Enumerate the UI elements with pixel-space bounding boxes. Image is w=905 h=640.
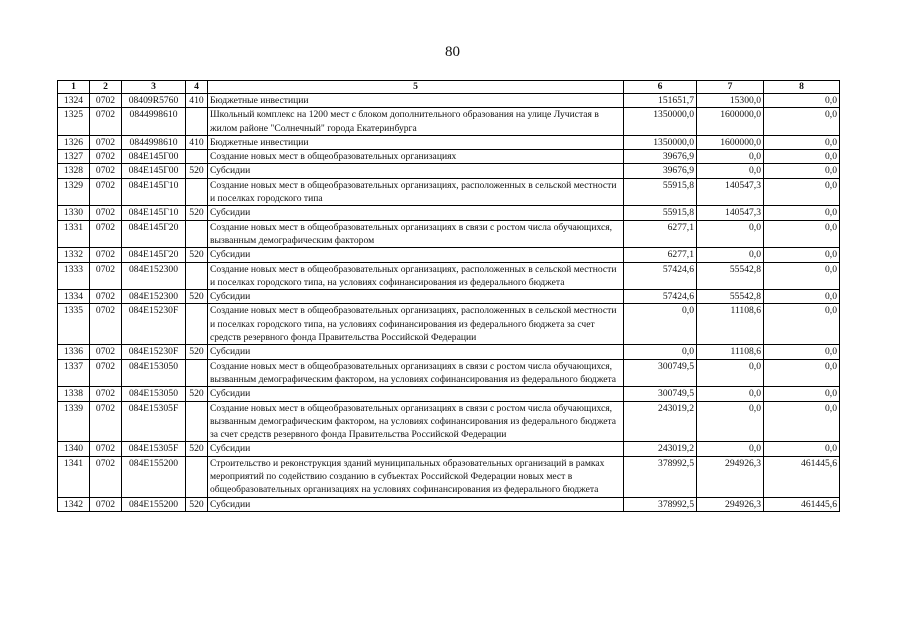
item-name-cell: Создание новых мест в общеобразовательных организациях в связи с ростом числа обучающихся, вызванным демографическим фактором, на условиях софинансирования из федерального бюджета [208, 359, 624, 387]
table-row [58, 359, 840, 387]
amount-col8-cell: 0,0 [764, 220, 840, 248]
amount-col6-cell: 55915,8 [624, 178, 697, 206]
target-code-cell: 084E15305F [122, 442, 186, 456]
amount-col6-cell: 6277,1 [624, 248, 697, 262]
target-code-cell: 084E152300 [122, 290, 186, 304]
row-number-cell: 1342 [58, 497, 90, 511]
expense-type-cell [186, 220, 208, 248]
expense-type-cell: 520 [186, 497, 208, 511]
row-number-cell: 1335 [58, 304, 90, 345]
row-number-cell: 1336 [58, 345, 90, 359]
table-row [58, 401, 840, 442]
column-header: 8 [764, 81, 840, 94]
item-name-cell: Создание новых мест в общеобразовательных организациях, расположенных в сельской местности и поселках городского типа, на условиях софинансирования из федерального бюджета за счет средств резервного фонда Правительства Российской Федерации [208, 304, 624, 345]
column-header: 5 [208, 81, 624, 94]
amount-col7-cell: 1600000,0 [697, 108, 764, 136]
header-row [58, 81, 840, 94]
row-number-cell: 1333 [58, 262, 90, 290]
amount-col7-cell: 0,0 [697, 387, 764, 401]
amount-col7-cell: 0,0 [697, 401, 764, 442]
table-row [58, 164, 840, 178]
table-row [58, 262, 840, 290]
section-code-cell: 0702 [90, 108, 122, 136]
item-name-cell: Субсидии [208, 290, 624, 304]
expense-type-cell [186, 178, 208, 206]
column-header: 2 [90, 81, 122, 94]
row-number-cell: 1325 [58, 108, 90, 136]
section-code-cell: 0702 [90, 304, 122, 345]
table-row [58, 108, 840, 136]
target-code-cell: 084E153050 [122, 387, 186, 401]
target-code-cell: 084E153050 [122, 359, 186, 387]
table-row [58, 220, 840, 248]
item-name-cell: Субсидии [208, 248, 624, 262]
target-code-cell: 084E155200 [122, 497, 186, 511]
row-number-cell: 1330 [58, 206, 90, 220]
row-number-cell: 1326 [58, 135, 90, 149]
target-code-cell: 084E145Г20 [122, 248, 186, 262]
target-code-cell: 084E145Г00 [122, 164, 186, 178]
item-name-cell: Бюджетные инвестиции [208, 94, 624, 108]
expense-type-cell: 520 [186, 345, 208, 359]
row-number-cell: 1329 [58, 178, 90, 206]
target-code-cell: 084E145Г00 [122, 150, 186, 164]
target-code-cell: 08409R5760 [122, 94, 186, 108]
target-code-cell: 084E145Г10 [122, 206, 186, 220]
expense-type-cell: 520 [186, 442, 208, 456]
row-number-cell: 1334 [58, 290, 90, 304]
amount-col6-cell: 151651,7 [624, 94, 697, 108]
row-number-cell: 1340 [58, 442, 90, 456]
column-header: 1 [58, 81, 90, 94]
amount-col6-cell: 378992,5 [624, 497, 697, 511]
expense-type-cell [186, 456, 208, 497]
amount-col6-cell: 55915,8 [624, 206, 697, 220]
item-name-cell: Школьный комплекс на 1200 мест с блоком дополнительного образования на улице Лучистая в жилом районе "Солнечный" города Екатеринбурга [208, 108, 624, 136]
target-code-cell: 084E15230F [122, 345, 186, 359]
amount-col8-cell: 0,0 [764, 359, 840, 387]
section-code-cell: 0702 [90, 206, 122, 220]
page-number: 80 [445, 44, 460, 60]
table-row [58, 150, 840, 164]
section-code-cell: 0702 [90, 387, 122, 401]
amount-col7-cell: 0,0 [697, 359, 764, 387]
amount-col7-cell: 294926,3 [697, 456, 764, 497]
item-name-cell: Субсидии [208, 497, 624, 511]
amount-col7-cell: 0,0 [697, 248, 764, 262]
amount-col7-cell: 55542,8 [697, 262, 764, 290]
section-code-cell: 0702 [90, 248, 122, 262]
table-row [58, 178, 840, 206]
section-code-cell: 0702 [90, 262, 122, 290]
amount-col8-cell: 0,0 [764, 94, 840, 108]
item-name-cell: Создание новых мест в общеобразовательных организациях в связи с ростом числа обучающихся, вызванным демографическим фактором, на условиях софинансирования из федерального бюджета за счет средств резервного фонда Правительства Российской Федерации [208, 401, 624, 442]
row-number-cell: 1338 [58, 387, 90, 401]
amount-col8-cell: 461445,6 [764, 456, 840, 497]
row-number-cell: 1328 [58, 164, 90, 178]
amount-col8-cell: 0,0 [764, 442, 840, 456]
expense-type-cell: 410 [186, 94, 208, 108]
expense-type-cell [186, 401, 208, 442]
target-code-cell: 084E15305F [122, 401, 186, 442]
amount-col8-cell: 0,0 [764, 178, 840, 206]
item-name-cell: Создание новых мест в общеобразовательных организациях, расположенных в сельской местности и поселках городского типа [208, 178, 624, 206]
table-row [58, 456, 840, 497]
amount-col8-cell: 0,0 [764, 387, 840, 401]
amount-col6-cell: 57424,6 [624, 262, 697, 290]
amount-col6-cell: 57424,6 [624, 290, 697, 304]
row-number-cell: 1331 [58, 220, 90, 248]
expense-type-cell: 520 [186, 248, 208, 262]
amount-col8-cell: 0,0 [764, 401, 840, 442]
table-row [58, 94, 840, 108]
row-number-cell: 1327 [58, 150, 90, 164]
expense-type-cell: 520 [186, 290, 208, 304]
section-code-cell: 0702 [90, 401, 122, 442]
amount-col6-cell: 0,0 [624, 345, 697, 359]
section-code-cell: 0702 [90, 345, 122, 359]
section-code-cell: 0702 [90, 164, 122, 178]
target-code-cell: 084E155200 [122, 456, 186, 497]
amount-col7-cell: 15300,0 [697, 94, 764, 108]
expense-type-cell: 520 [186, 206, 208, 220]
target-code-cell: 084E145Г10 [122, 178, 186, 206]
amount-col8-cell: 0,0 [764, 262, 840, 290]
amount-col6-cell: 243019,2 [624, 401, 697, 442]
section-code-cell: 0702 [90, 456, 122, 497]
row-number-cell: 1324 [58, 94, 90, 108]
amount-col6-cell: 6277,1 [624, 220, 697, 248]
target-code-cell: 084E145Г20 [122, 220, 186, 248]
table-row [58, 206, 840, 220]
amount-col7-cell: 140547,3 [697, 178, 764, 206]
table-row [58, 497, 840, 511]
amount-col8-cell: 0,0 [764, 150, 840, 164]
section-code-cell: 0702 [90, 442, 122, 456]
amount-col8-cell: 0,0 [764, 345, 840, 359]
amount-col6-cell: 1350000,0 [624, 135, 697, 149]
expense-type-cell: 520 [186, 164, 208, 178]
amount-col8-cell: 0,0 [764, 164, 840, 178]
amount-col6-cell: 39676,9 [624, 150, 697, 164]
amount-col8-cell: 0,0 [764, 206, 840, 220]
section-code-cell: 0702 [90, 290, 122, 304]
amount-col6-cell: 243019,2 [624, 442, 697, 456]
section-code-cell: 0702 [90, 359, 122, 387]
expense-type-cell [186, 262, 208, 290]
expense-type-cell [186, 150, 208, 164]
amount-col7-cell: 140547,3 [697, 206, 764, 220]
amount-col6-cell: 39676,9 [624, 164, 697, 178]
section-code-cell: 0702 [90, 150, 122, 164]
row-number-cell: 1341 [58, 456, 90, 497]
expense-type-cell: 410 [186, 135, 208, 149]
amount-col6-cell: 300749,5 [624, 387, 697, 401]
item-name-cell: Субсидии [208, 442, 624, 456]
amount-col6-cell: 1350000,0 [624, 108, 697, 136]
budget-table [57, 80, 840, 512]
item-name-cell: Бюджетные инвестиции [208, 135, 624, 149]
item-name-cell: Субсидии [208, 206, 624, 220]
table-row [58, 304, 840, 345]
expense-type-cell [186, 304, 208, 345]
amount-col7-cell: 294926,3 [697, 497, 764, 511]
amount-col8-cell: 0,0 [764, 248, 840, 262]
amount-col8-cell: 0,0 [764, 135, 840, 149]
section-code-cell: 0702 [90, 178, 122, 206]
amount-col7-cell: 11108,6 [697, 345, 764, 359]
column-header: 4 [186, 81, 208, 94]
table-row [58, 345, 840, 359]
item-name-cell: Субсидии [208, 387, 624, 401]
amount-col7-cell: 11108,6 [697, 304, 764, 345]
amount-col7-cell: 1600000,0 [697, 135, 764, 149]
item-name-cell: Субсидии [208, 345, 624, 359]
amount-col7-cell: 0,0 [697, 442, 764, 456]
target-code-cell: 084E152300 [122, 262, 186, 290]
amount-col8-cell: 461445,6 [764, 497, 840, 511]
table-row [58, 387, 840, 401]
section-code-cell: 0702 [90, 497, 122, 511]
section-code-cell: 0702 [90, 94, 122, 108]
target-code-cell: 084E15230F [122, 304, 186, 345]
section-code-cell: 0702 [90, 220, 122, 248]
amount-col8-cell: 0,0 [764, 290, 840, 304]
column-header: 3 [122, 81, 186, 94]
table-row [58, 442, 840, 456]
amount-col7-cell: 0,0 [697, 150, 764, 164]
item-name-cell: Создание новых мест в общеобразовательных организациях [208, 150, 624, 164]
item-name-cell: Субсидии [208, 164, 624, 178]
column-header: 7 [697, 81, 764, 94]
amount-col7-cell: 0,0 [697, 220, 764, 248]
row-number-cell: 1339 [58, 401, 90, 442]
row-number-cell: 1337 [58, 359, 90, 387]
item-name-cell: Создание новых мест в общеобразовательных организациях, расположенных в сельской местности и поселках городского типа, на условиях софинансирования из федерального бюджета [208, 262, 624, 290]
amount-col6-cell: 300749,5 [624, 359, 697, 387]
item-name-cell: Создание новых мест в общеобразовательных организациях в связи с ростом числа обучающихся, вызванным демографическим фактором [208, 220, 624, 248]
amount-col8-cell: 0,0 [764, 304, 840, 345]
expense-type-cell [186, 359, 208, 387]
amount-col7-cell: 55542,8 [697, 290, 764, 304]
column-header: 6 [624, 81, 697, 94]
section-code-cell: 0702 [90, 135, 122, 149]
amount-col6-cell: 378992,5 [624, 456, 697, 497]
amount-col6-cell: 0,0 [624, 304, 697, 345]
target-code-cell: 0844998610 [122, 135, 186, 149]
target-code-cell: 0844998610 [122, 108, 186, 136]
table-row [58, 290, 840, 304]
amount-col8-cell: 0,0 [764, 108, 840, 136]
table-row [58, 248, 840, 262]
expense-type-cell [186, 108, 208, 136]
expense-type-cell: 520 [186, 387, 208, 401]
amount-col7-cell: 0,0 [697, 164, 764, 178]
row-number-cell: 1332 [58, 248, 90, 262]
table-row [58, 135, 840, 149]
item-name-cell: Строительство и реконструкция зданий муниципальных образовательных организаций в рамках мероприятий по содействию созданию в субъектах Российской Федерации новых мест в общеобразовательных организациях на условиях софинансирования из федерального бюджета [208, 456, 624, 497]
